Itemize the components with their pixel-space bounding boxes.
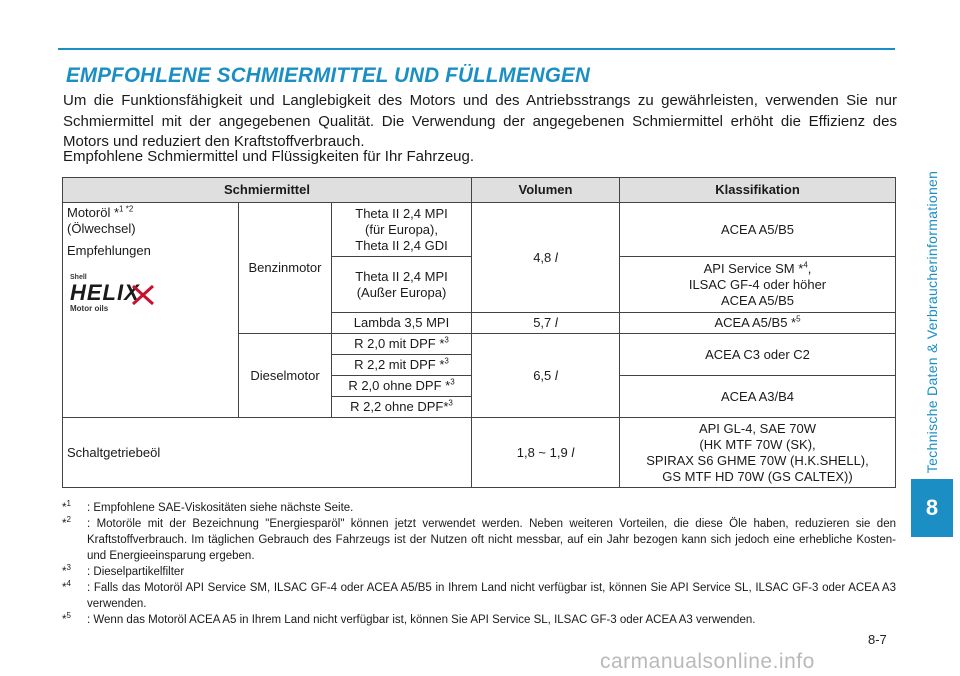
footnote: *$^2$ : Motoröle mit der Bezeichnung "Energiesparöl" können jetzt verwendet werden. Neben weiteren Vorteilen, die diese Öle haben, reduzieren sie den Kraftstoffverbrauch. Im täglichen Gebrauch des Fahrzeugs ist der Nutzen oft nicht messbar, auf ein Jahr bezogen kann sich jedoch eine erhebliche Kosten- und Energieeinsparung ergeben. bbox=[62, 515, 896, 562]
side-title bbox=[911, 0, 953, 676]
engine-r22-dpf: R 2,2 mit DPF *$^3$ bbox=[332, 355, 472, 376]
watermark: carmanualsonline.info bbox=[600, 650, 815, 673]
petrol-engine-cell: Benzinmotor bbox=[239, 203, 332, 334]
class-gear: API GL-4, SAE 70W (HK MTF 70W (SK), SPIRAX S6 GHME 70W (H.K.SHELL), GS MTF HD 70W (GS CALTEX)) bbox=[620, 418, 896, 488]
class-lambda: ACEA A5/B5 *$^5$ bbox=[620, 313, 896, 334]
engine-theta-eu: Theta II 2,4 MPI (für Europa), Theta II 2,4 GDI bbox=[332, 203, 472, 257]
engine-theta-ex: Theta II 2,4 MPI (Außer Europa) bbox=[332, 257, 472, 313]
diesel-engine-cell: Dieselmotor bbox=[239, 334, 332, 418]
footnotes bbox=[62, 500, 896, 628]
class-dpf: ACEA C3 oder C2 bbox=[620, 334, 896, 376]
table-row bbox=[63, 203, 896, 257]
header-classification: Klassifikation bbox=[620, 178, 896, 203]
intro-line: Empfohlene Schmiermittel und Flüssigkeiten für Ihr Fahrzeug. bbox=[63, 148, 475, 165]
logo-sub: Motor oils bbox=[70, 304, 109, 313]
logo-name: HELIX bbox=[70, 280, 140, 305]
volume-lambda: 5,7 l bbox=[472, 313, 620, 334]
header-lubricant: Schmiermittel bbox=[63, 178, 472, 203]
table-row bbox=[63, 418, 896, 488]
recommendations-label: Empfehlungen bbox=[67, 243, 151, 258]
side-title-text: Technische Daten & Verbraucherinformationen bbox=[924, 170, 940, 474]
chapter-tab[interactable]: 8 bbox=[911, 479, 953, 537]
table-header-row bbox=[63, 178, 896, 203]
intro-paragraph: Um die Funktionsfähigkeit und Langlebigkeit des Motors und des Antriebsstrangs zu gewährleisten, verwenden Sie nur Schmiermittel mit der angegebenen Qualität. Die Verwendung der angegebenen Schmiermittel erhöht die Effizienz des Motors und reduziert den Kraftstoffverbrauch. bbox=[63, 92, 897, 150]
class-no-dpf: ACEA A3/B4 bbox=[620, 376, 896, 418]
gear-oil-label: Schaltgetriebeöl bbox=[63, 418, 472, 488]
engine-lambda: Lambda 3,5 MPI bbox=[332, 313, 472, 334]
motor-oil-label: Motoröl *$^{1 *2}$ bbox=[67, 204, 134, 220]
footnote: *$^3$ : Dieselpartikelfilter bbox=[62, 563, 185, 578]
page-number: 8-7 bbox=[868, 632, 887, 647]
shell-helix-logo bbox=[67, 269, 167, 313]
volume-gear: 1,8 ~ 1,9 l bbox=[472, 418, 620, 488]
footnote: *$^4$ : Falls das Motoröl API Service SM, ILSAC GF-4 oder ACEA A5/B5 in Ihrem Land nicht verfügbar ist, können Sie API Service SL, ILSAC GF-3 oder ACEA A3 verwenden. bbox=[62, 579, 896, 610]
class-theta-eu: ACEA A5/B5 bbox=[620, 203, 896, 257]
header-volume: Volumen bbox=[472, 178, 620, 203]
lubricant-table bbox=[62, 177, 896, 488]
engine-r20-dpf: R 2,0 mit DPF *$^3$ bbox=[332, 334, 472, 355]
volume-theta: 4,8 l bbox=[472, 203, 620, 313]
footnote: *$^1$ : Empfohlene SAE-Viskositäten siehe nächste Seite. bbox=[62, 499, 354, 514]
engine-r20-no-dpf: R 2,0 ohne DPF *$^3$ bbox=[332, 376, 472, 397]
top-rule bbox=[58, 48, 895, 50]
section-heading: EMPFOHLENE SCHMIERMITTEL UND FÜLLMENGEN bbox=[66, 64, 591, 87]
motor-oil-cell bbox=[63, 203, 239, 418]
class-theta-ex: API Service SM *$^4$, ILSAC GF-4 oder höher ACEA A5/B5 bbox=[620, 257, 896, 313]
footnote: *$^5$ : Wenn das Motoröl ACEA A5 in Ihrem Land nicht verfügbar ist, können Sie API Service SL, ILSAC GF-3 oder ACEA A3 verwenden. bbox=[62, 611, 756, 626]
oil-change-label: (Ölwechsel) bbox=[67, 221, 136, 236]
volume-diesel: 6,5 l bbox=[472, 334, 620, 418]
logo-brand: Shell bbox=[70, 274, 87, 281]
engine-r22-no-dpf: R 2,2 ohne DPF*$^3$ bbox=[332, 397, 472, 418]
